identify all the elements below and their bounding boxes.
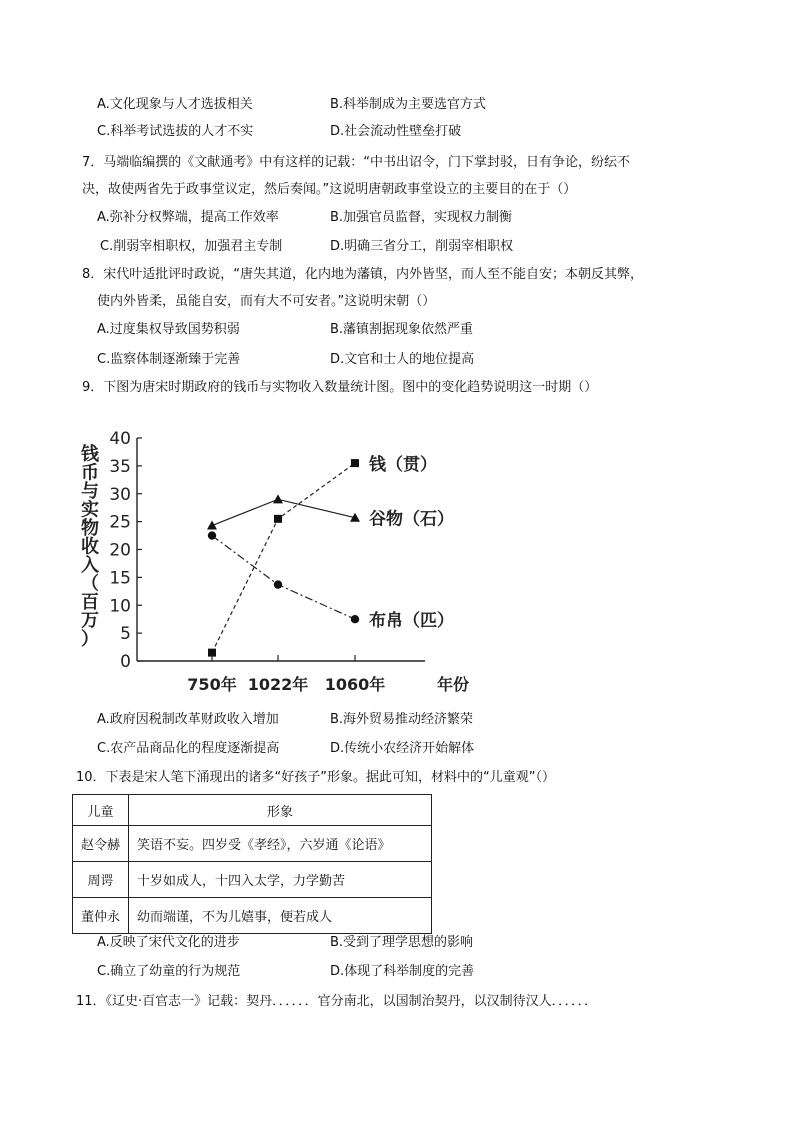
q7-stem-line1: 7．马端临编撰的《文献通考》中有这样的记载：“中书出诏令，门下掌封驳，日有争论，纷纭不	[82, 155, 631, 170]
q8-option-b: B.藩镇割据现象依然严重	[330, 322, 474, 337]
q8-stem-line1: 8．宋代叶适批评时政说，“唐失其道，化内地为藩镇，内外皆坚，而人至不能自安；本朝反其弊，	[82, 267, 644, 282]
data-point-circle	[208, 531, 216, 539]
q7-option-c: C.削弱宰相职权，加强君主专制	[100, 239, 283, 254]
y-tick-label: 30	[109, 484, 131, 505]
series-label: 布帛（匹）	[369, 611, 454, 632]
q9-option-c: C.农产品商品化的程度逐渐提高	[97, 741, 280, 756]
x-axis-label: 年份	[436, 675, 470, 694]
q8-option-a: A.过度集权导致国势积弱	[97, 322, 240, 337]
q10-option-a: A.反映了宋代文化的进步	[97, 935, 240, 950]
income-line-chart	[70, 425, 490, 700]
y-axis-label-char: 入	[81, 555, 99, 576]
y-tick-label: 35	[109, 456, 131, 477]
y-axis-label-char: 实	[81, 499, 99, 521]
table-cell-image: 幼而端谨，不为儿嬉事，便若成人	[129, 898, 432, 934]
data-point-circle	[274, 580, 282, 588]
chart-series	[207, 459, 360, 657]
q6-option-c: C.科举考试选拔的人才不实	[97, 124, 254, 139]
y-axis-label-char: 物	[81, 518, 99, 539]
series-label: 钱（贯）	[369, 455, 437, 476]
y-tick-label: 0	[120, 652, 131, 672]
data-point-triangle	[207, 521, 217, 530]
y-tick-label: 40	[109, 429, 131, 449]
y-tick-label: 5	[120, 624, 131, 645]
data-point-triangle	[273, 494, 283, 503]
data-point-square	[351, 459, 359, 467]
y-axis-label-char: 钱	[81, 444, 99, 465]
y-tick-label: 15	[109, 568, 131, 589]
y-tick-label: 20	[109, 540, 131, 561]
series-line	[212, 499, 355, 525]
y-axis-label-char: 币	[81, 462, 99, 484]
good-children-table	[72, 794, 432, 934]
y-axis-label-char: 百	[81, 592, 99, 613]
q7-option-a: A.弥补分权弊端，提高工作效率	[97, 210, 279, 225]
q6-option-d: D.社会流动性壁垒打破	[330, 124, 462, 139]
q10-stem: 10．下表是宋人笔下涌现出的诸多“好孩子”形象。据此可知，材料中的“儿童观”（）	[76, 770, 555, 785]
q9-stem: 9．下图为唐宋时期政府的钱币与实物收入数量统计图。图中的变化趋势说明这一时期（）	[82, 380, 598, 395]
q8-option-d: D.文官和士人的地位提高	[330, 352, 475, 367]
data-point-square	[274, 515, 282, 523]
chart-ylabel	[81, 443, 100, 650]
q7-option-d: D.明确三省分工，削弱宰相职权	[330, 239, 514, 254]
table-row	[73, 862, 432, 898]
table-cell-child: 董仲永	[73, 898, 129, 934]
q9-option-a: A.政府因税制改革财政收入增加	[97, 712, 279, 727]
series-line	[212, 463, 355, 653]
chart-series-labels	[369, 454, 454, 631]
q10-option-c: C.确立了幼童的行为规范	[97, 964, 241, 979]
table-header-child: 儿童	[73, 795, 129, 826]
table-cell-image: 十岁如成人，十四入太学，力学勤苦	[129, 862, 432, 898]
y-axis-label-char: 与	[81, 481, 99, 502]
q7-option-b: B.加强官员监督，实现权力制衡	[330, 210, 513, 225]
table-row	[73, 898, 432, 934]
y-axis-label-char: 收	[81, 536, 99, 558]
table-cell-image: 笑语不妄。四岁受《孝经》，六岁通《论语》	[129, 826, 432, 862]
x-tick-label: 1060年	[324, 675, 386, 694]
q10-option-d: D.体现了科举制度的完善	[330, 964, 475, 979]
q6-option-a: A.文化现象与人才选拔相关	[97, 97, 253, 112]
series-label: 谷物（石）	[369, 509, 454, 530]
q9-option-d: D.传统小农经济开始解体	[330, 741, 475, 756]
y-axis-label-char: 万	[81, 610, 99, 632]
x-tick-label: 1022年	[247, 675, 309, 694]
y-axis-label-char: ）	[81, 629, 99, 650]
table-header-image: 形象	[129, 795, 432, 826]
y-tick-label: 25	[109, 512, 131, 533]
y-axis-label-char: （	[81, 573, 99, 595]
q11-stem: 11．《辽史·百官志一》记载：契丹．．．．．．官分南北，以国制治契丹，以汉制待汉人．．．．．．	[76, 994, 598, 1009]
table-cell-child: 周谔	[73, 862, 129, 898]
table-row	[73, 826, 432, 862]
data-point-circle	[351, 615, 359, 623]
q7-stem-line2: 决，故使两省先于政事堂议定，然后奏闻。”这说明唐朝政事堂设立的主要目的在于（）	[82, 182, 577, 197]
series-line	[212, 536, 355, 620]
y-tick-label: 10	[109, 596, 131, 617]
q8-option-c: C.监察体制逐渐臻于完善	[97, 352, 241, 367]
table-cell-child: 赵令赫	[73, 826, 129, 862]
table-header-row	[73, 795, 432, 826]
q10-option-b: B.受到了理学思想的影响	[330, 935, 474, 950]
q9-option-b: B.海外贸易推动经济繁荣	[330, 712, 474, 727]
q6-option-b: B.科举制成为主要选官方式	[330, 97, 487, 112]
x-tick-label: 750年	[187, 675, 237, 694]
q8-stem-line2: 使内外皆柔，虽能自安，而有大不可安者。”这说明宋朝（）	[97, 294, 436, 309]
